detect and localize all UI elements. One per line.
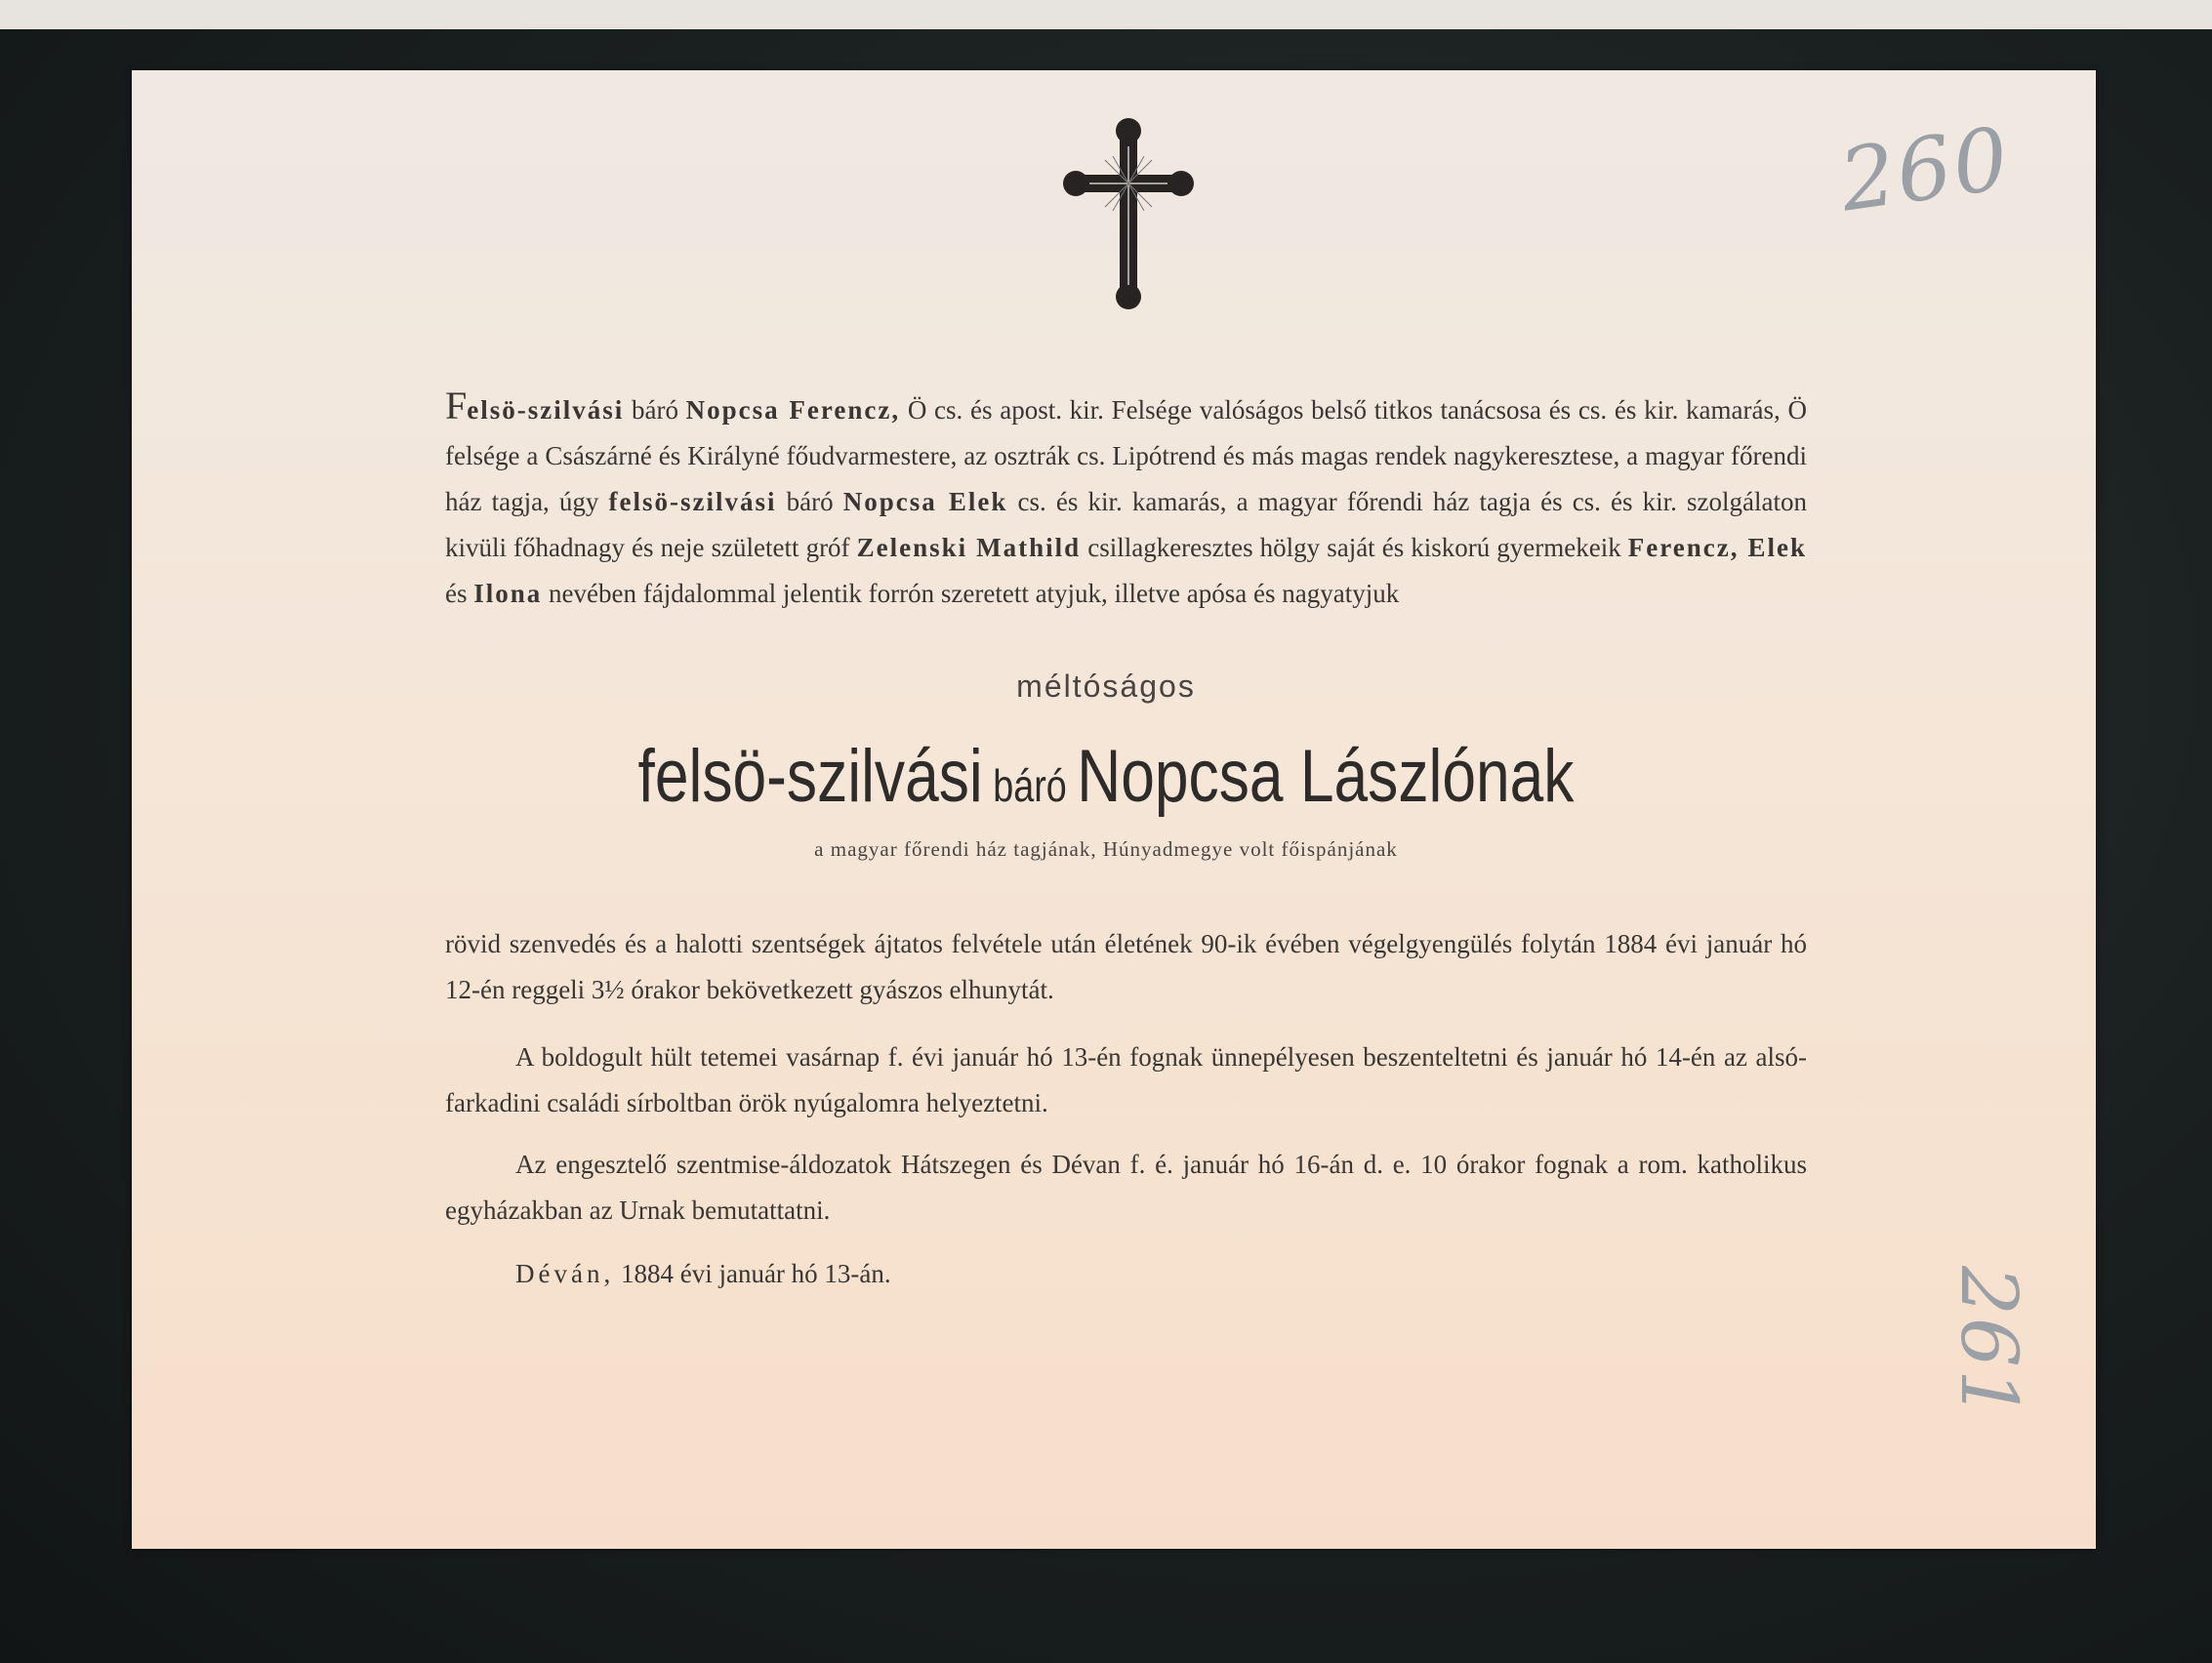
- deceased-offices: a magyar főrendi ház tagjának, Húnyadmegye volt főispánjának: [814, 837, 1398, 861]
- archive-number-top: 260: [1833, 107, 2017, 231]
- top-edge-paper: [0, 0, 2212, 29]
- intro-paragraph: [445, 383, 1807, 617]
- honorific: méltóságos: [1016, 669, 1196, 704]
- text-span: csillagkeresztes hölgy saját és kiskorú gyermekeik: [1081, 533, 1628, 562]
- place-name: Déván,: [515, 1259, 615, 1288]
- name-elek: Nopcsa Elek: [842, 487, 1008, 516]
- text-span: cs. és kir. kamarás, a magyar főrendi ház tagja és cs. és kir. szolgálaton kivüli főhadnagy és neje született gróf: [445, 487, 1807, 562]
- cross-icon: [1062, 117, 1195, 310]
- name-mathild: Zelenski Mathild: [856, 533, 1082, 562]
- initial-letter: F: [445, 384, 468, 427]
- family-name-2: felsö-szilvási: [608, 487, 777, 516]
- place-date-line: [515, 1251, 891, 1297]
- family-name-1: elsö-szilvási: [467, 395, 625, 425]
- children-names: Ferencz, Elek: [1627, 533, 1808, 562]
- text-span: Ö cs. és apost. kir. Felsége valóságos belső titkos tanácsosa és cs. és kir. kamarás, Ö felsége a Császárné és Királyné főudvarmestere, az osztrák cs. Lipótrend és más magas rendek nagykeresztese, a magyar főrendi ház tagja, úgy: [445, 395, 1807, 516]
- text-span: nevében fájdalommal jelentik forrón szeretett atyjuk, illetve apósa és nagyatyjuk: [542, 579, 1400, 608]
- text-span: báró: [624, 395, 686, 425]
- mass-paragraph: Az engesztelő szentmise-áldozatok Hátszegen és Dévan f. é. január hó 16-án d. e. 10 órakor fognak a rom. katholikus egyházakban az Urnak bemutattatni.: [445, 1150, 1807, 1225]
- name-ferencz: Nopcsa Ferencz,: [685, 395, 901, 425]
- deceased-family: felsö-szilvási: [637, 735, 983, 818]
- deceased-title: báró: [982, 760, 1078, 811]
- text-span: báró: [776, 487, 843, 516]
- funeral-paragraph: A boldogult hült tetemei vasárnap f. évi január hó 13-én fognak ünnepélyesen beszenteltetni és január hó 14-én az alsó-farkadini családi sírboltban örök nyúgalomra helyeztetni.: [445, 1042, 1807, 1117]
- deceased-name: [199, 734, 2013, 819]
- deceased-given: Nopcsa Lászlónak: [1077, 735, 1575, 818]
- child-ilona: Ilona: [473, 579, 543, 608]
- archive-number-side: 261: [1943, 1266, 2034, 1421]
- death-paragraph: rövid szenvedés és a halotti szentségek ájtatos felvétele után életének 90-ik évében végelgyengülés folytán 1884 évi január hó 12-én reggeli 3½ órakor bekövetkezett gyászos elhunytát.: [445, 929, 1807, 1004]
- text-span: és: [445, 579, 474, 608]
- date-text: 1884 évi január hó 13-án.: [614, 1259, 891, 1288]
